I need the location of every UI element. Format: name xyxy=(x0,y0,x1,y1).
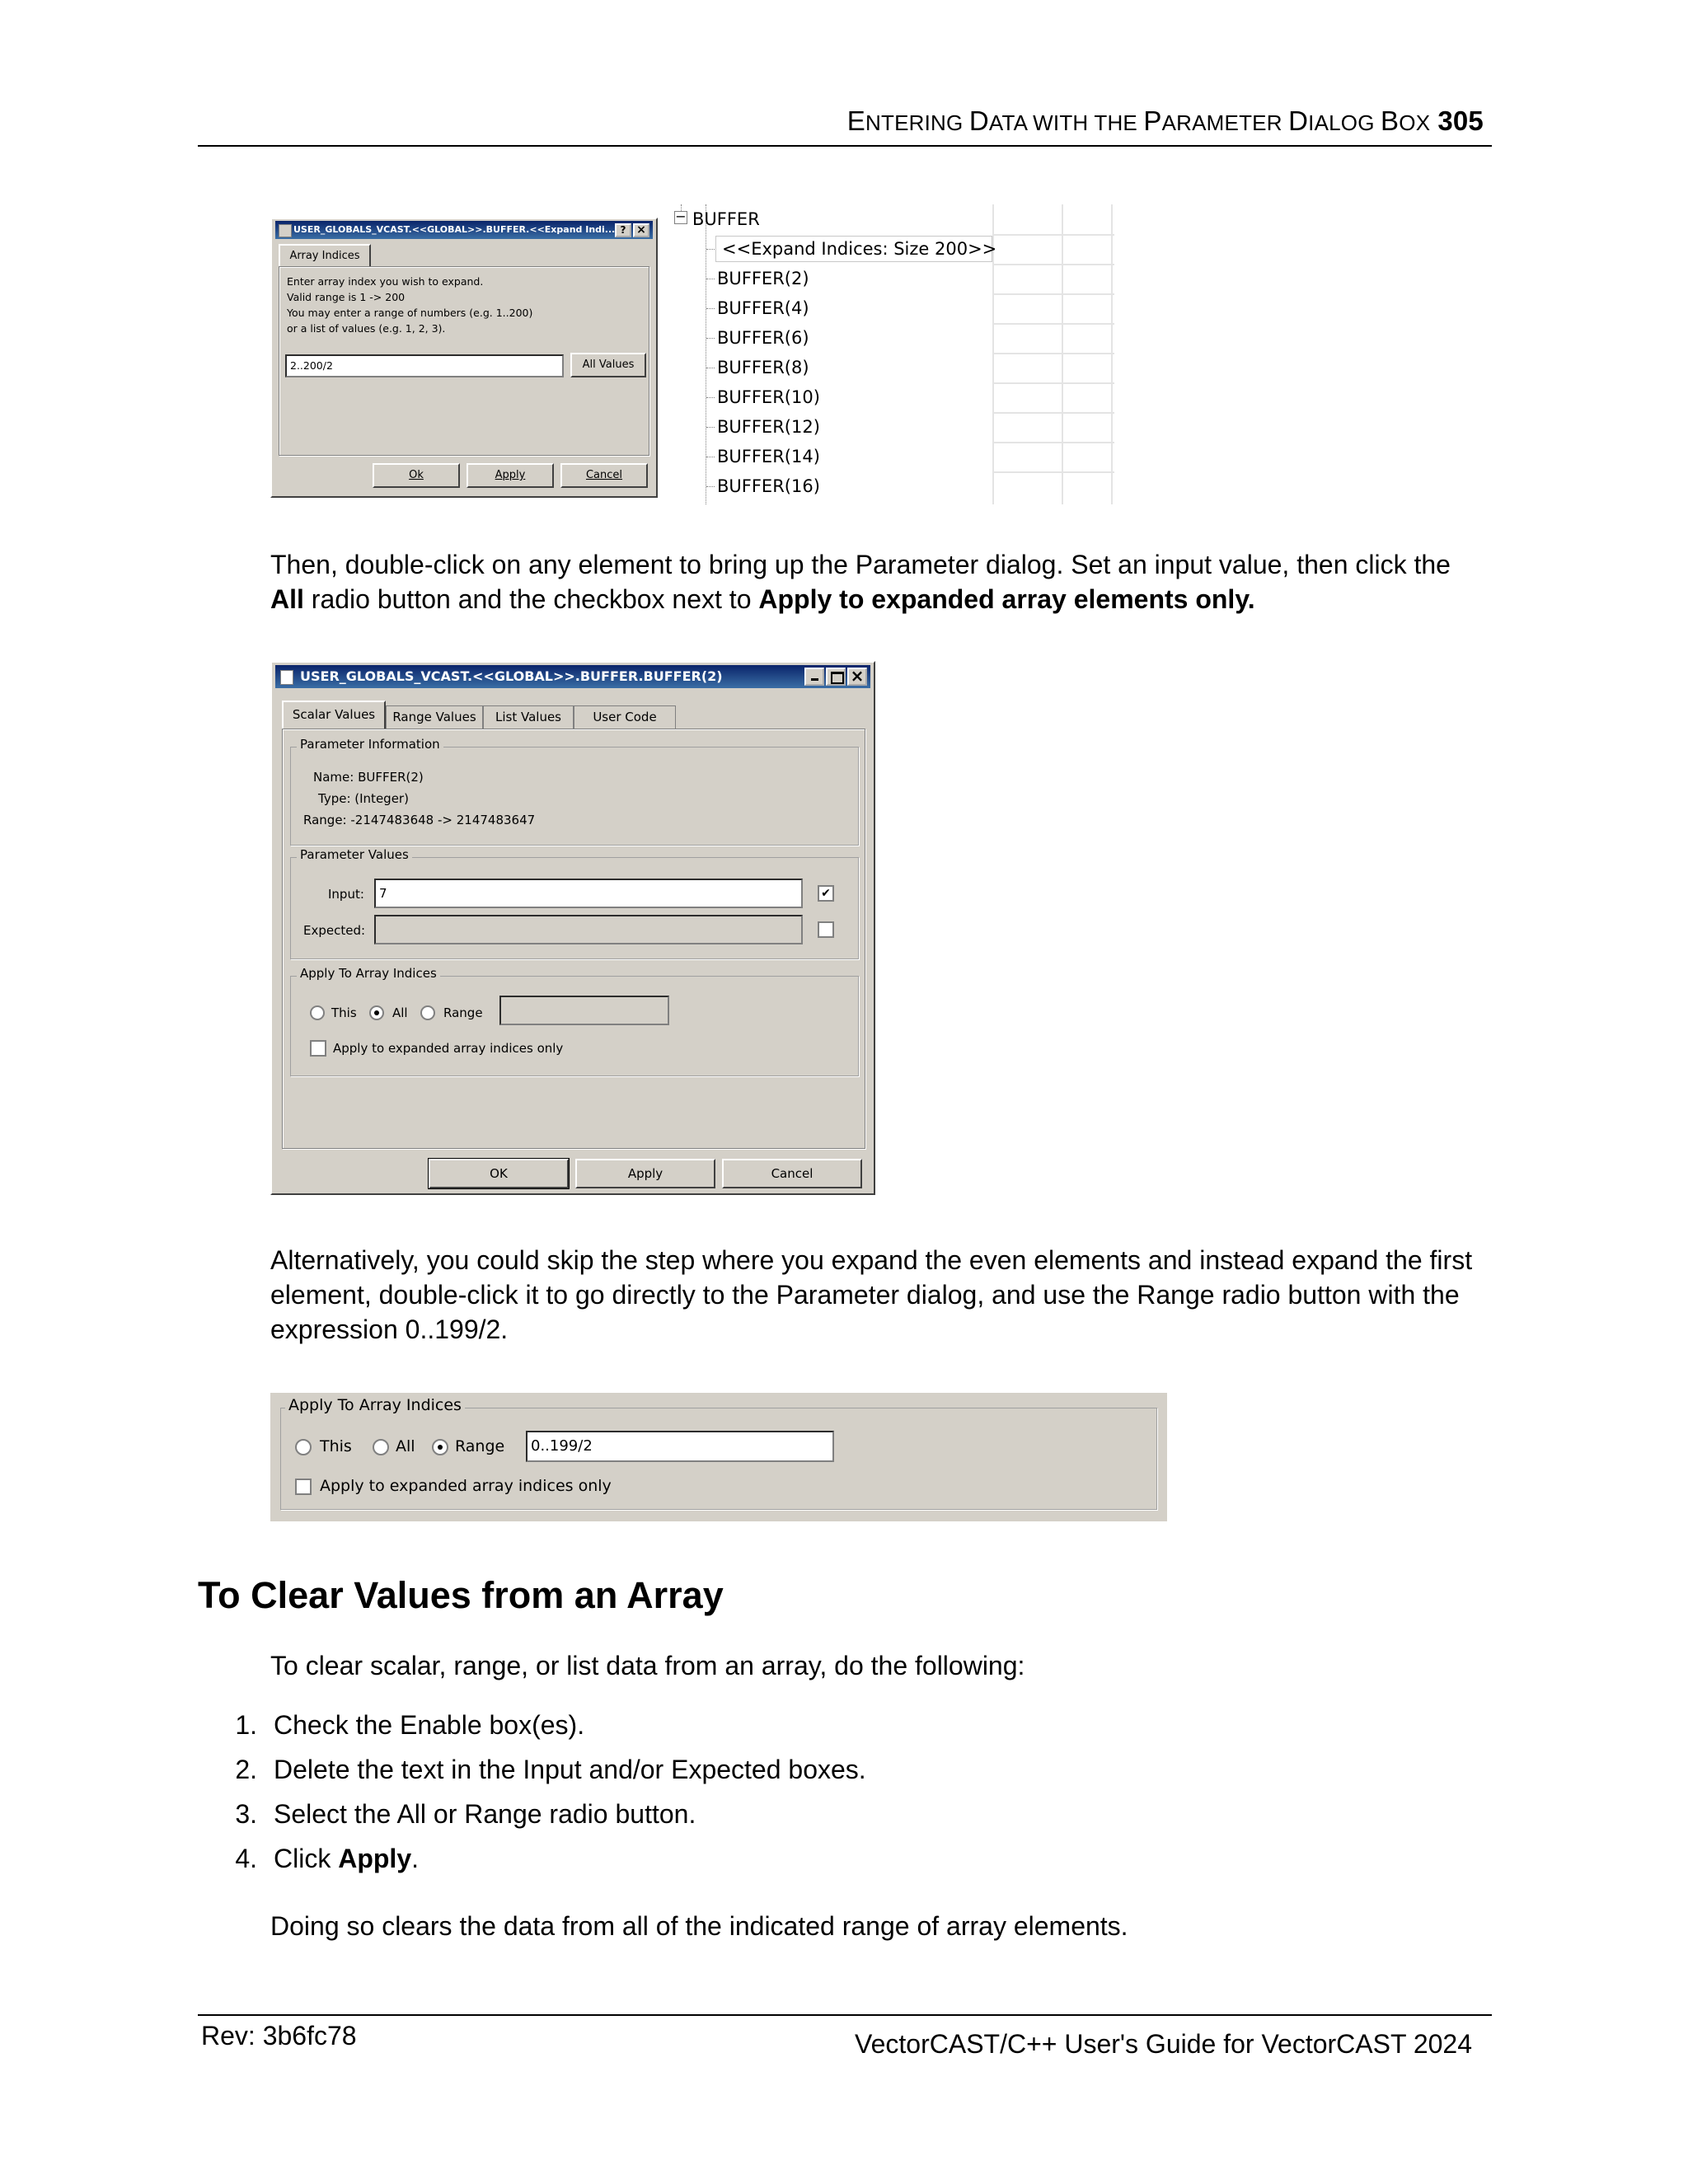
collapse-icon[interactable]: − xyxy=(675,209,687,224)
header-title-part: D xyxy=(1288,105,1309,136)
tree-item-row[interactable] xyxy=(671,412,1114,442)
instruction-line: or a list of values (e.g. 1, 2, 3). xyxy=(287,322,446,335)
header-title-part: ATA WITH THE xyxy=(988,110,1144,135)
ok-button[interactable] xyxy=(373,463,460,488)
tree-branch-line xyxy=(706,308,715,309)
bold-all: All xyxy=(270,584,304,614)
radio-this-label: This xyxy=(320,1437,352,1455)
apply-array-indices-group xyxy=(290,976,859,1076)
header-rule xyxy=(198,145,1492,147)
instruction-line: You may enter a range of numbers (e.g. 1..200) xyxy=(287,307,533,319)
minimize-icon[interactable] xyxy=(804,668,824,686)
apply-array-indices-crop xyxy=(270,1393,1167,1521)
ok-label: Ok xyxy=(409,469,424,481)
tab-range-values[interactable]: Range Values xyxy=(386,705,483,729)
header-title-part: P xyxy=(1143,105,1162,136)
tree-root-row[interactable] xyxy=(671,204,1114,234)
expanded-only-label: Apply to expanded array indices only xyxy=(320,1477,612,1495)
expanded-only-checkbox[interactable] xyxy=(310,1040,326,1057)
tab-scalar-values[interactable]: Scalar Values xyxy=(282,701,386,730)
tab-array-indices[interactable]: Array Indices xyxy=(279,244,371,267)
radio-all[interactable] xyxy=(369,1005,384,1020)
ok-button[interactable]: OK xyxy=(429,1159,569,1188)
maximize-icon[interactable] xyxy=(826,668,846,686)
radio-this[interactable] xyxy=(310,1005,325,1020)
radio-all[interactable] xyxy=(373,1439,389,1455)
tree-expand-indices-row[interactable] xyxy=(671,234,1114,264)
expected-field[interactable] xyxy=(374,915,803,944)
bold-apply-expanded: Apply to expanded array elements only. xyxy=(758,584,1255,614)
instruction-line: Enter array index you wish to expand. xyxy=(287,275,484,288)
step-trailing-text: . xyxy=(411,1844,419,1873)
guide-title: VectorCAST/C++ User's Guide for VectorCAST 2024 xyxy=(855,2029,1472,2059)
step-item xyxy=(235,1703,866,1747)
close-icon[interactable]: × xyxy=(633,223,649,237)
section-heading: To Clear Values from an Array xyxy=(198,1574,724,1616)
grid-row-line xyxy=(992,293,1114,295)
instruction-line: Valid range is 1 -> 200 xyxy=(287,291,406,303)
header-title-part: ARAMETER xyxy=(1161,110,1289,135)
page-number: 305 xyxy=(1437,105,1484,136)
step-text: Click xyxy=(274,1844,339,1873)
paragraph-line: expression 0..199/2. xyxy=(270,1315,509,1344)
section-outro: Doing so clears the data from all of the indicated range of array elements. xyxy=(270,1911,1128,1941)
tree-item-row[interactable] xyxy=(671,471,1114,501)
cancel-button[interactable] xyxy=(560,463,648,488)
buffer-tree-view xyxy=(671,204,1114,504)
apply-button[interactable] xyxy=(467,463,554,488)
radio-this[interactable] xyxy=(295,1439,312,1455)
radio-range[interactable] xyxy=(432,1439,448,1455)
tree-item-row[interactable] xyxy=(671,442,1114,471)
paragraph-parameter-dialog xyxy=(270,547,1507,616)
tree-item-label: BUFFER(10) xyxy=(717,387,820,407)
tree-item-row[interactable] xyxy=(671,293,1114,323)
footer-rule xyxy=(198,2014,1492,2016)
section-intro: To clear scalar, range, or list data from an array, do the following: xyxy=(270,1651,1025,1680)
tree-branch-line xyxy=(706,486,715,487)
tree-item-label: BUFFER(8) xyxy=(717,358,809,377)
grid-row-line xyxy=(992,353,1114,354)
step-item xyxy=(235,1792,866,1836)
grid-row-line xyxy=(992,412,1114,414)
grid-row-line xyxy=(992,323,1114,325)
paragraph-alternative xyxy=(270,1243,1507,1347)
all-values-button[interactable]: All Values xyxy=(570,353,646,377)
expanded-only-checkbox[interactable] xyxy=(295,1479,312,1495)
app-icon xyxy=(279,224,292,237)
radio-range-label: Range xyxy=(443,1005,483,1020)
grid-row-line xyxy=(992,264,1114,265)
step-item xyxy=(235,1836,866,1881)
apply-array-indices-label: Apply To Array Indices xyxy=(285,1396,465,1414)
step-number: 4. xyxy=(235,1844,257,1873)
expand-indices-dialog xyxy=(270,218,658,498)
grid-row-line xyxy=(992,442,1114,443)
tree-item-row[interactable] xyxy=(671,264,1114,293)
expanded-only-label: Apply to expanded array indices only xyxy=(333,1041,564,1056)
paragraph-text: radio button and the checkbox next to xyxy=(303,584,759,614)
paragraph-line xyxy=(270,582,1507,616)
step-text: Check the Enable box(es). xyxy=(274,1710,585,1740)
param-type: Type: (Integer) xyxy=(318,791,409,806)
tab-list-values[interactable]: List Values xyxy=(483,705,574,729)
paragraph-line: element, double-click it to go directly to the Parameter dialog, and use the Range radio button with the xyxy=(270,1280,1460,1310)
radio-range-label: Range xyxy=(455,1437,505,1455)
tree-item-label: BUFFER(14) xyxy=(717,447,820,466)
apply-array-indices-label: Apply To Array Indices xyxy=(297,966,440,981)
header-title-part: NTERING xyxy=(865,110,969,135)
parameter-dialog xyxy=(270,661,875,1195)
tree-item-row[interactable] xyxy=(671,382,1114,412)
tree-item-row[interactable] xyxy=(671,323,1114,353)
tree-item-label: BUFFER(16) xyxy=(717,476,820,496)
tree-root-label: BUFFER xyxy=(692,209,760,229)
grid-row-line xyxy=(992,382,1114,384)
step-bold-text: Apply xyxy=(338,1844,412,1873)
radio-this-label: This xyxy=(331,1005,357,1020)
header-title-part: B xyxy=(1381,105,1400,136)
grid-row-line xyxy=(992,471,1114,473)
parameter-information-label: Parameter Information xyxy=(297,737,443,752)
tree-branch-line xyxy=(706,427,715,428)
steps-list xyxy=(235,1703,866,1881)
help-icon[interactable]: ? xyxy=(615,223,631,237)
step-item xyxy=(235,1747,866,1792)
header-title-part: OX xyxy=(1399,110,1431,135)
input-field[interactable]: 7 xyxy=(374,879,803,908)
tree-item-label: BUFFER(6) xyxy=(717,328,809,348)
parameter-dialog-titlebar[interactable] xyxy=(275,665,870,688)
parameter-dialog-title: USER_GLOBALS_VCAST.<<GLOBAL>>.BUFFER.BUFFER(2) xyxy=(300,668,723,684)
param-range: Range: -2147483648 -> 2147483647 xyxy=(303,813,536,827)
running-header-title xyxy=(847,106,1438,136)
array-index-input[interactable]: 2..200/2 xyxy=(285,354,564,377)
expected-enable-checkbox[interactable] xyxy=(818,921,834,938)
apply-button[interactable]: Apply xyxy=(575,1159,715,1188)
revision-label: Rev: 3b6fc78 xyxy=(201,2021,357,2050)
tree-branch-line xyxy=(706,338,715,339)
range-expression-field[interactable] xyxy=(499,996,669,1025)
step-text: Select the All or Range radio button. xyxy=(274,1799,696,1829)
paragraph-line: Alternatively, you could skip the step where you expand the even elements and instead expand the first xyxy=(270,1245,1473,1275)
expected-label: Expected: xyxy=(303,923,366,938)
tab-user-code[interactable]: User Code xyxy=(574,705,676,729)
input-enable-checkbox[interactable]: ✔ xyxy=(818,885,834,902)
radio-range[interactable] xyxy=(420,1005,435,1020)
param-name: Name: BUFFER(2) xyxy=(313,770,424,785)
tree-item-label: BUFFER(4) xyxy=(717,298,809,318)
running-header xyxy=(847,105,1484,137)
step-number: 2. xyxy=(235,1755,257,1784)
range-expression-field[interactable]: 0..199/2 xyxy=(526,1431,834,1462)
header-title-part: D xyxy=(968,105,989,136)
expand-dialog-title: USER_GLOBALS_VCAST.<<GLOBAL>>.BUFFER.<<Expand Indi... xyxy=(293,224,616,235)
cancel-button[interactable]: Cancel xyxy=(722,1159,862,1188)
paragraph-line: Then, double-click on any element to bring up the Parameter dialog. Set an input value, then click the xyxy=(270,550,1451,579)
parameter-values-label: Parameter Values xyxy=(297,847,412,862)
tree-item-label: BUFFER(2) xyxy=(717,269,809,288)
step-text: Delete the text in the Input and/or Expected boxes. xyxy=(274,1755,866,1784)
header-title-part: IALOG xyxy=(1308,110,1381,135)
apply-label: Apply xyxy=(495,469,526,481)
tree-item-row[interactable] xyxy=(671,353,1114,382)
expand-dialog-titlebar[interactable] xyxy=(275,221,653,239)
tree-branch-line xyxy=(706,397,715,398)
cancel-label: Cancel xyxy=(585,469,623,481)
radio-all-label: All xyxy=(392,1005,408,1020)
tree-item-label: BUFFER(12) xyxy=(717,417,820,437)
input-label: Input: xyxy=(328,887,364,902)
radio-all-label: All xyxy=(396,1437,415,1455)
app-icon xyxy=(280,670,293,685)
header-title-part: E xyxy=(846,105,866,136)
step-number: 3. xyxy=(235,1799,257,1829)
close-icon[interactable]: × xyxy=(847,668,867,686)
tree-branch-line xyxy=(706,249,715,250)
grid-row-line xyxy=(992,234,1114,236)
tree-item-label: <<Expand Indices: Size 200>> xyxy=(722,239,997,259)
step-number: 1. xyxy=(235,1710,257,1740)
